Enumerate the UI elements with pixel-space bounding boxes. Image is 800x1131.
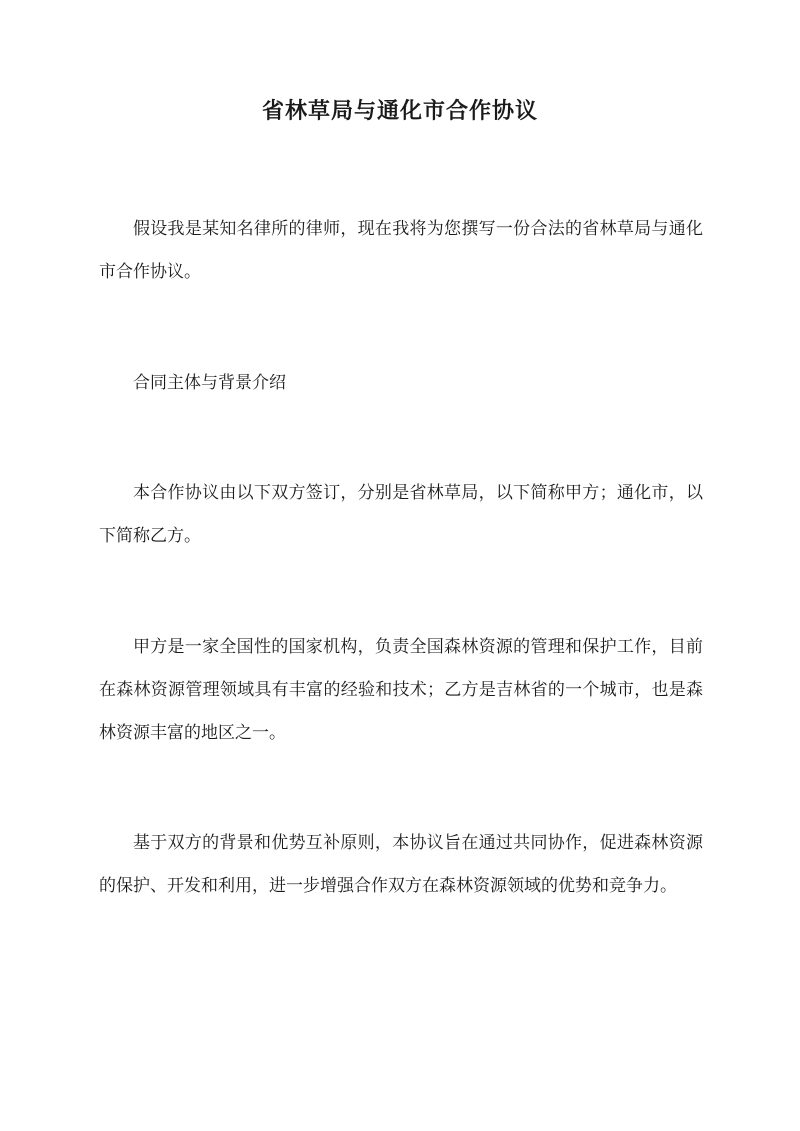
purpose-paragraph: 基于双方的背景和优势互补原则，本协议旨在通过共同协作，促进森林资源的保护、开发和利用，进一步增强合作双方在森林资源领域的优势和竞争力。 [99,833,703,896]
document-title: 省林草局与通化市合作协议 [261,98,538,124]
background-paragraph: 甲方是一家全国性的国家机构，负责全国森林资源的管理和保护工作，目前在森林资源管理领域具有丰富的经验和技术；乙方是吉林省的一个城市，也是森林资源丰富的地区之一。 [99,637,703,743]
section-heading: 合同主体与背景介绍 [133,373,286,393]
parties-paragraph: 本合作协议由以下双方签订，分别是省林草局，以下简称甲方；通化市，以下简称乙方。 [99,483,703,546]
intro-paragraph: 假设我是某知名律所的律师，现在我将为您撰写一份合法的省林草局与通化市合作协议。 [99,219,703,282]
